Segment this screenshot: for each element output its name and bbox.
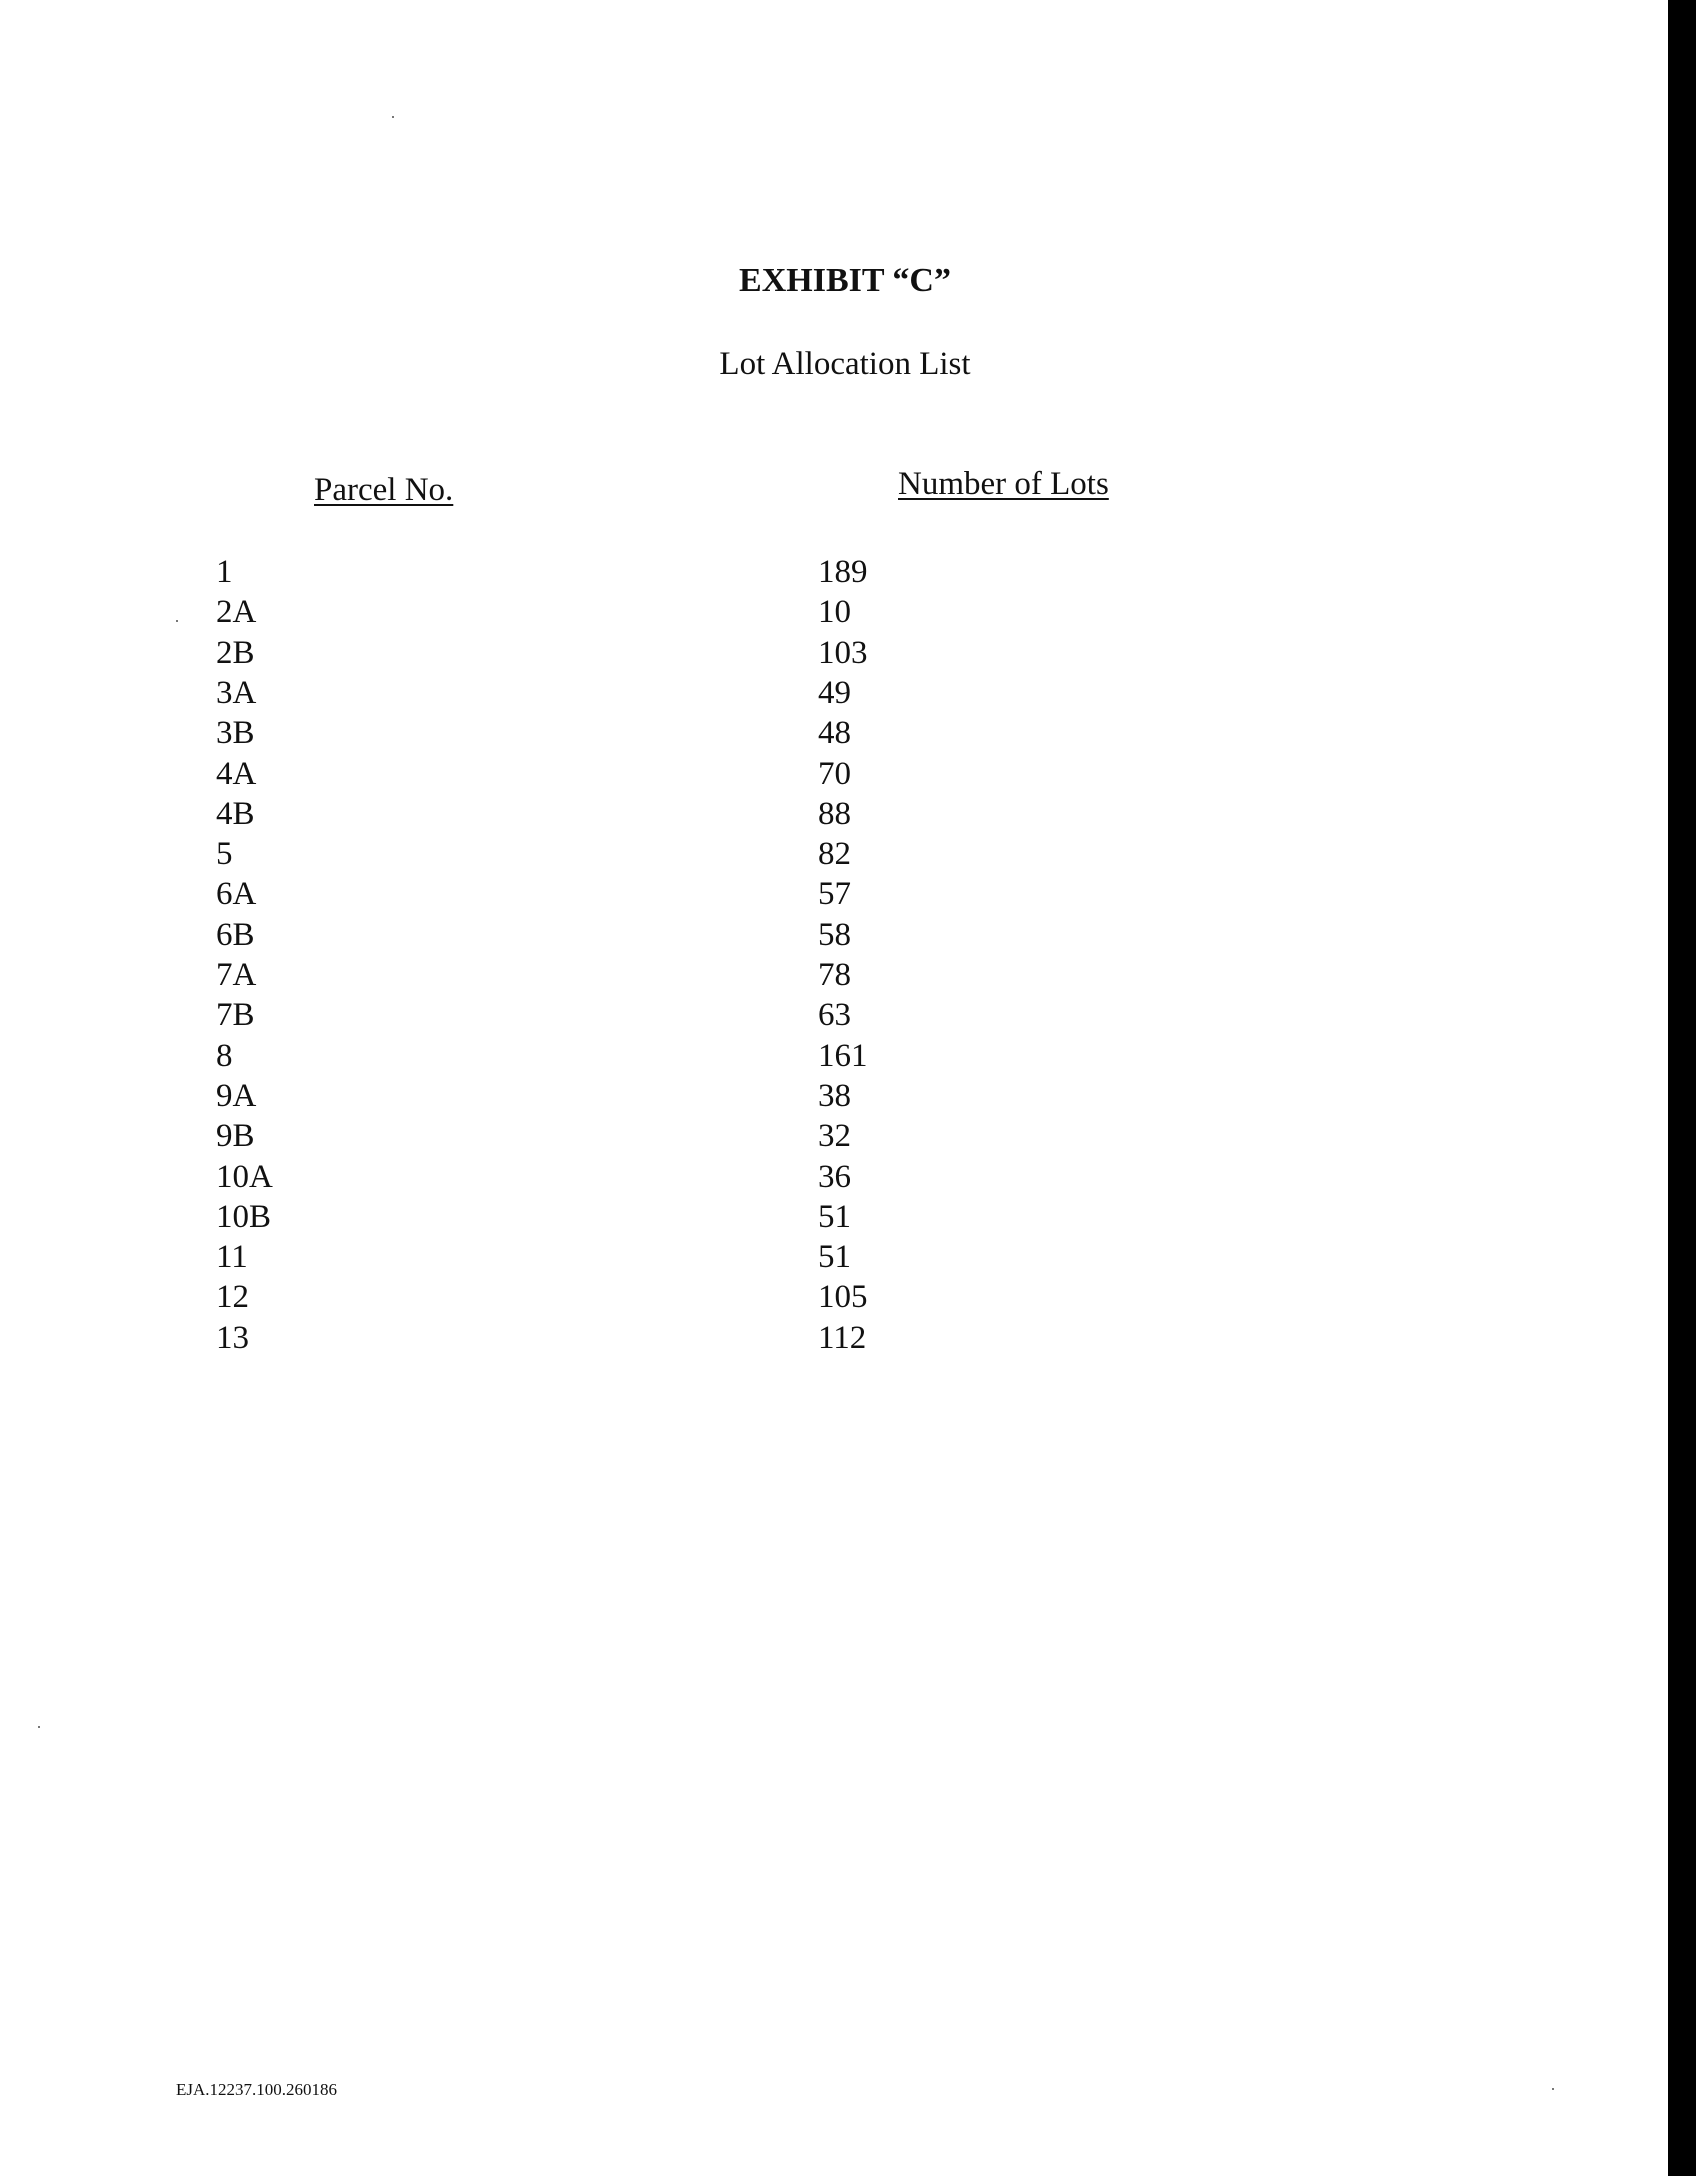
table-row [0, 874, 1200, 914]
lot-count: 51 [818, 1239, 851, 1276]
lot-count: 70 [818, 755, 851, 792]
lot-count: 58 [818, 916, 851, 953]
parcel-number: 11 [216, 1239, 248, 1276]
parcel-number: 2A [216, 594, 257, 631]
table-row [0, 1076, 1200, 1116]
lot-count: 38 [818, 1077, 851, 1114]
parcel-number: 1 [216, 554, 233, 590]
lot-count: 63 [818, 997, 851, 1034]
scan-speck [1552, 2088, 1554, 2090]
table-row [0, 995, 1200, 1035]
parcel-number: 6B [216, 916, 255, 953]
parcel-number: 10B [216, 1198, 272, 1235]
lot-count: 48 [818, 715, 851, 752]
table-row [0, 1116, 1200, 1156]
scan-speck [38, 1726, 40, 1728]
lot-count: 51 [818, 1198, 851, 1235]
parcel-number: 7A [216, 957, 257, 993]
table-row [0, 794, 1200, 834]
parcel-number: 10A [216, 1158, 273, 1195]
parcel-number: 12 [216, 1279, 249, 1316]
table-row [0, 713, 1200, 753]
table-row [0, 673, 1200, 713]
table-row [0, 834, 1200, 874]
table-row [0, 592, 1200, 632]
lot-count: 189 [818, 554, 868, 590]
parcel-number: 5 [216, 836, 233, 873]
lot-count: 88 [818, 795, 851, 832]
lot-count: 82 [818, 836, 851, 873]
lot-count: 161 [818, 1037, 868, 1074]
table-row [0, 552, 1200, 592]
parcel-number: 13 [216, 1319, 249, 1356]
lot-count: 10 [818, 594, 851, 631]
lot-count: 105 [818, 1279, 868, 1316]
table-row [0, 915, 1200, 955]
parcel-number: 9B [216, 1118, 255, 1155]
table-row [0, 955, 1200, 995]
lot-count: 32 [818, 1118, 851, 1155]
document-footer-code: EJA.12237.100.260186 [176, 2080, 338, 2099]
parcel-number: 8 [216, 1037, 233, 1074]
lot-count: 36 [818, 1158, 851, 1195]
parcel-number: 2B [216, 634, 255, 671]
lot-count: 57 [818, 876, 851, 913]
parcel-number: 3B [216, 715, 255, 752]
document-subtitle: Lot Allocation List [719, 346, 971, 382]
lot-count: 49 [818, 674, 851, 711]
lots-column-header: Number of Lots [898, 466, 1109, 502]
lot-count: 103 [818, 634, 868, 671]
table-row [0, 1318, 1200, 1358]
table-row [0, 1036, 1200, 1076]
table-row [0, 754, 1200, 794]
scan-speck [392, 116, 394, 118]
lot-count: 112 [818, 1319, 867, 1356]
table-row [0, 1197, 1200, 1237]
parcel-number: 4B [216, 795, 255, 832]
table-row [0, 1277, 1200, 1317]
parcel-column-header: Parcel No. [314, 472, 454, 508]
table-row [0, 633, 1200, 673]
parcel-number: 9A [216, 1077, 257, 1114]
parcel-number: 3A [216, 674, 257, 711]
table-row [0, 1157, 1200, 1197]
lot-count: 78 [818, 957, 851, 993]
scan-edge-bar [1668, 0, 1696, 2176]
exhibit-title: EXHIBIT “C” [739, 262, 951, 299]
parcel-number: 7B [216, 997, 255, 1034]
parcel-number: 6A [216, 876, 257, 913]
parcel-number: 4A [216, 755, 257, 792]
table-row [0, 1237, 1200, 1277]
